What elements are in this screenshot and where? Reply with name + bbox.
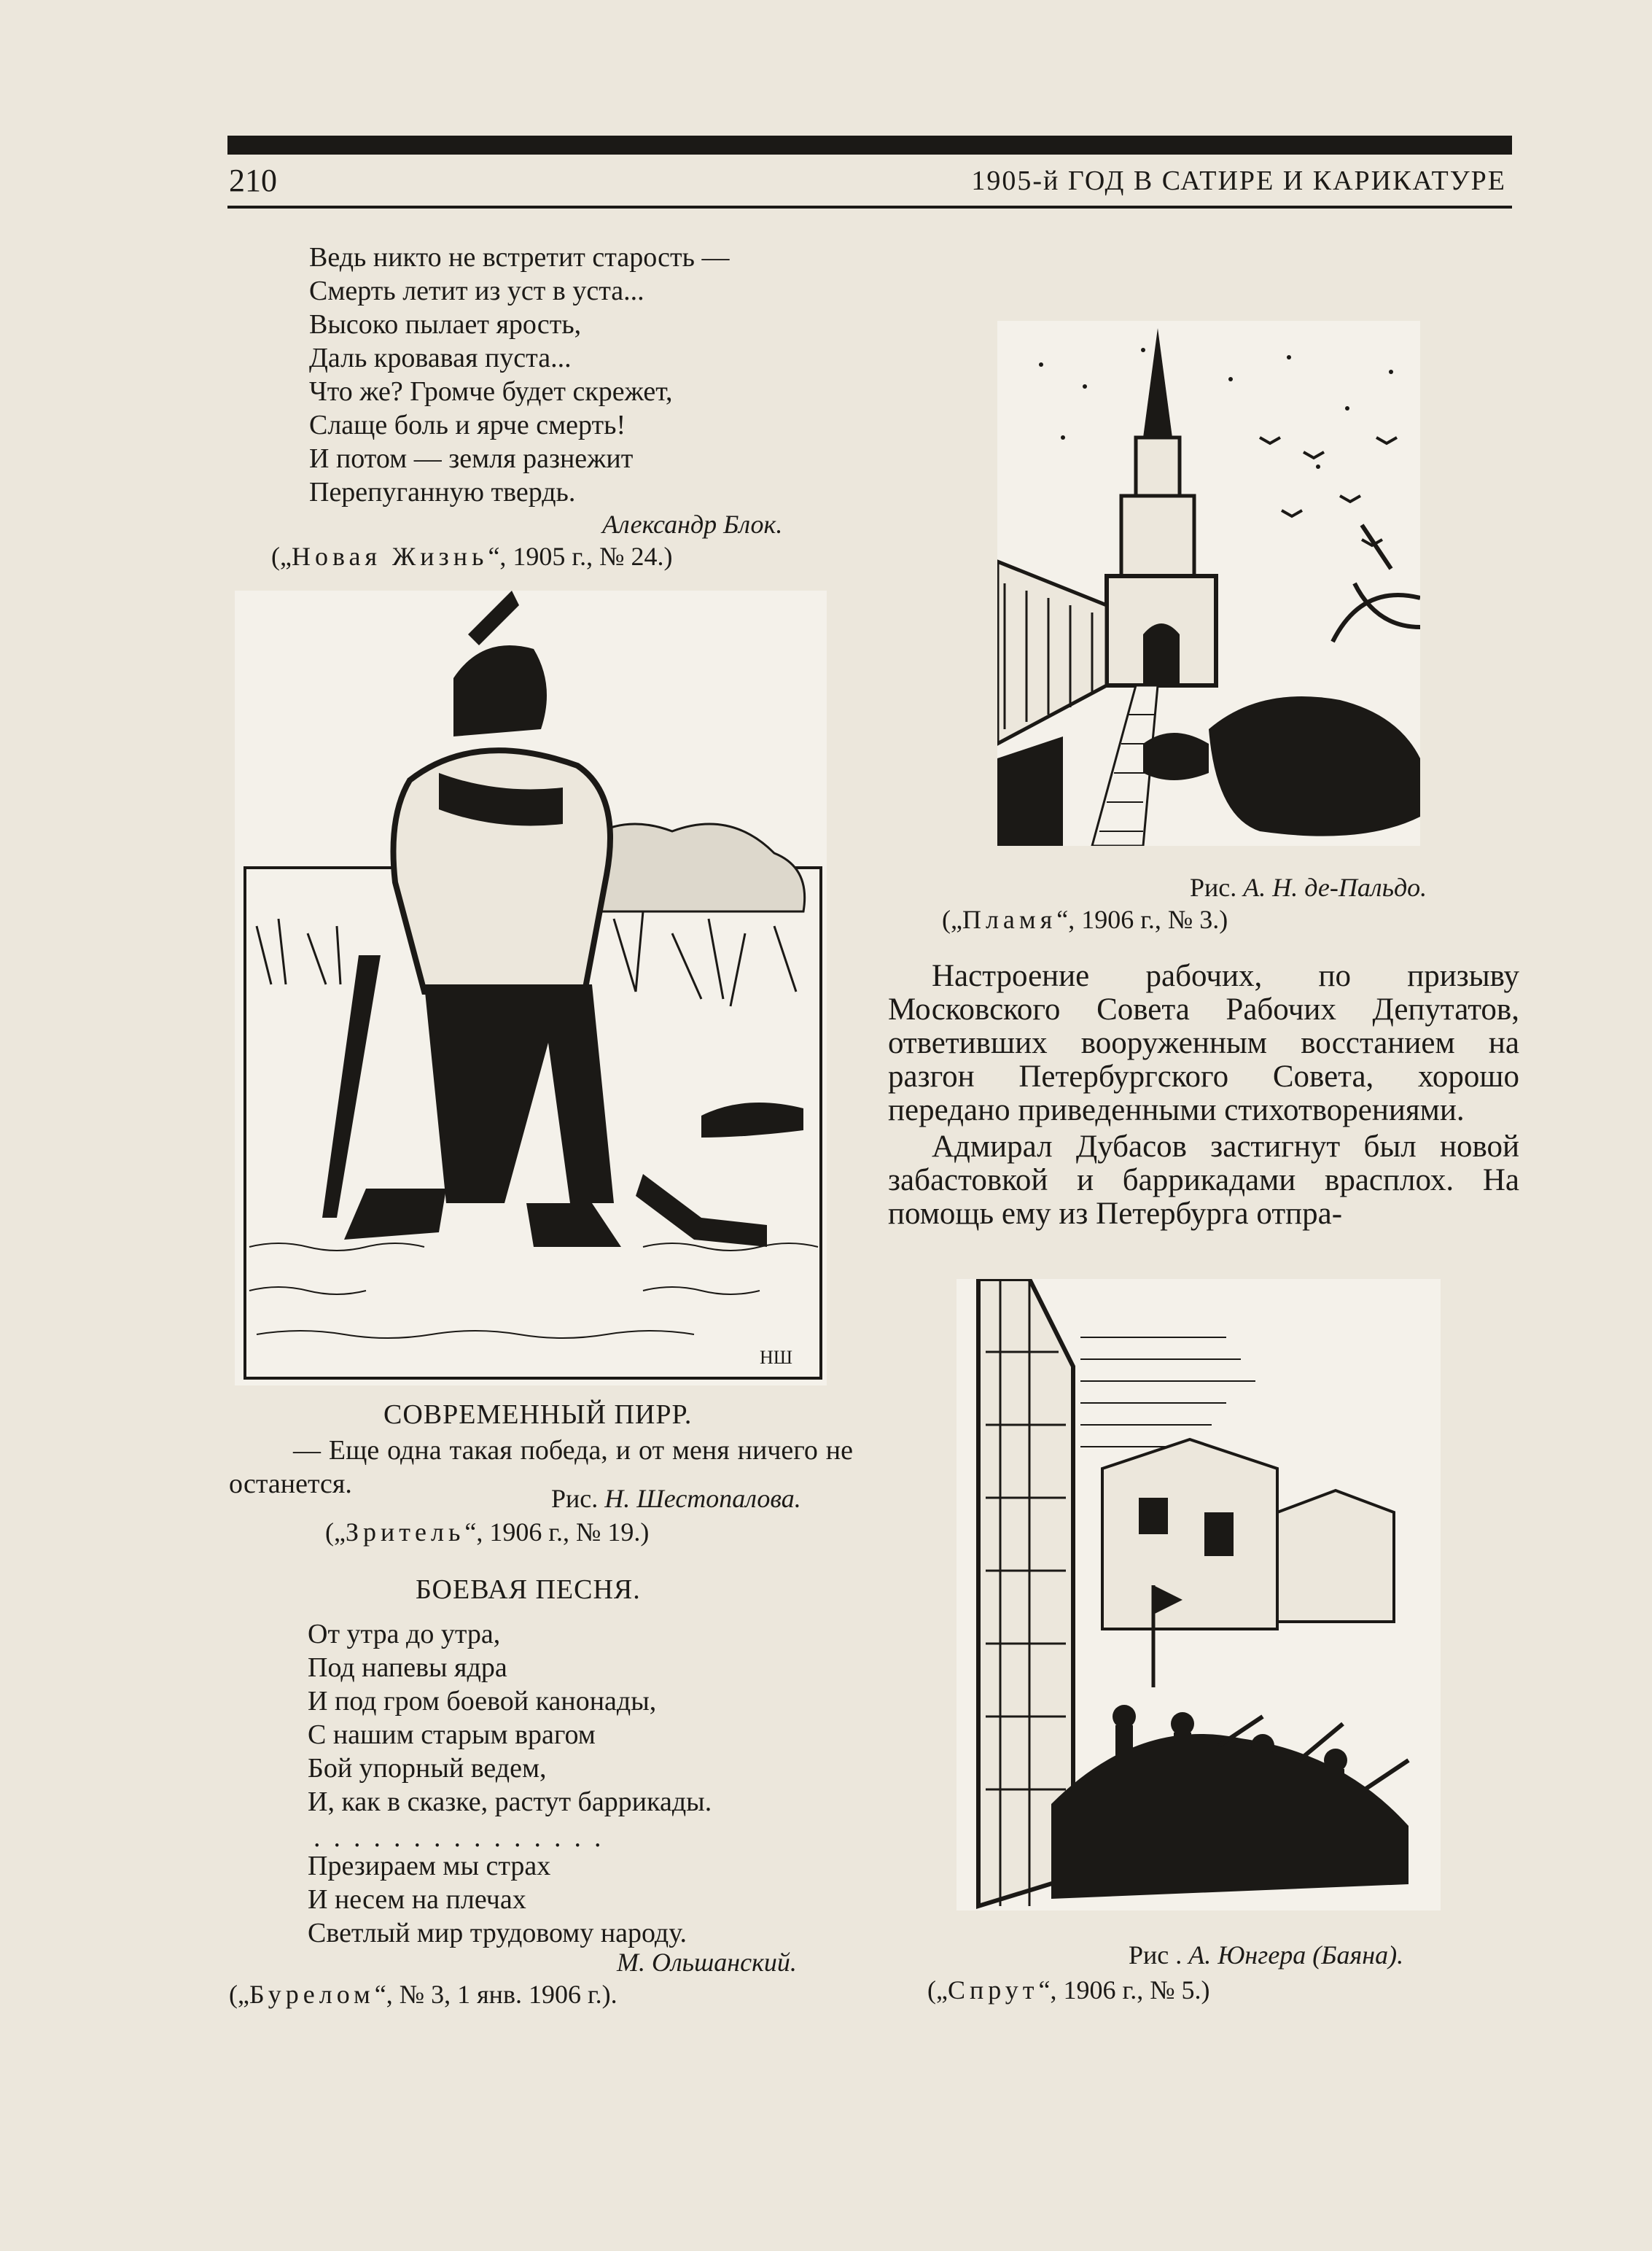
poem-ellipsis: ............... — [313, 1822, 615, 1853]
poem-blok — [309, 241, 729, 509]
source-rest: “, 1906 г., № 19.) — [464, 1517, 650, 1547]
credit-prefix: Рис. — [1190, 873, 1237, 902]
poem-line: Презираем мы страх — [308, 1851, 551, 1881]
caricature-text: — Еще одна такая победа, и от меня ничего не останется. — [229, 1435, 853, 1499]
soldier-drawing — [235, 591, 827, 1385]
poem-line: Даль кровавая пуста... — [309, 343, 572, 373]
barricade-credit — [1129, 1940, 1403, 1970]
article-paragraph: Адмирал Дубасов застигнут был новой забастовкой и баррикадами врасплох. На помощь ему из Петербурга отпра- — [888, 1130, 1519, 1231]
kremlin-tower-illustration — [997, 321, 1420, 846]
running-head: 1905-й ГОД В САТИРЕ И КАРИКАТУРЕ — [971, 166, 1506, 196]
credit-author: А. Юнгера (Баяна). — [1188, 1940, 1404, 1970]
kremlin-credit — [1190, 872, 1427, 903]
caricature-credit — [551, 1483, 801, 1514]
kremlin-source — [942, 904, 1228, 935]
article-paragraph: Настроение рабочих, по призыву Московского Совета Рабочих Депутатов, ответивших вооруженным восстанием на разгон Петербургского Совета, хорошо передано приведенными стихотворениями. — [888, 959, 1519, 1127]
credit-author: А. Н. де-Пальдо. — [1243, 873, 1427, 902]
source-rest: “, № 3, 1 янв. 1906 г.). — [374, 1980, 617, 2009]
source-prefix: („ — [942, 905, 962, 934]
page-number: 210 — [229, 163, 277, 198]
poem-line: Смерть летит из уст в уста... — [309, 276, 644, 306]
top-black-rule — [227, 136, 1512, 155]
poem-line: Перепуганную твердь. — [309, 477, 576, 508]
source-title: Пламя — [962, 905, 1057, 934]
credit-author: Н. Шестопалова. — [604, 1484, 801, 1513]
poem-olshansky — [308, 1617, 712, 1819]
credit-prefix: Рис . — [1129, 1940, 1182, 1970]
poem-line: И, как в сказке, растут баррикады. — [308, 1787, 712, 1817]
source-title: Зритель — [345, 1517, 465, 1547]
source-prefix: („ — [229, 1980, 249, 2009]
poem-author: Александр Блок. — [602, 510, 783, 539]
poem-line: Слаще боль и ярче смерть! — [309, 410, 626, 440]
source-title: Новая Жизнь — [291, 542, 488, 571]
barricade-source — [927, 1975, 1210, 2005]
article-body — [888, 960, 1519, 1231]
header-rule — [227, 206, 1512, 209]
poem-line: И потом — земля разнежит — [309, 443, 634, 474]
source-title: Бурелом — [249, 1980, 375, 2009]
poem-line: Что же? Громче будет скрежет, — [309, 376, 673, 407]
source-rest: “, 1906 г., № 3.) — [1056, 905, 1228, 934]
source-title: Спрут — [947, 1975, 1039, 2005]
source-rest: “, 1906 г., № 5.) — [1038, 1975, 1210, 2005]
illustration-signature: НШ — [760, 1347, 793, 1368]
ruined-building-barricade-illustration — [956, 1279, 1441, 1910]
poem-line: Светлый мир трудовому народу. — [308, 1918, 687, 1948]
poem-line: От утра до утра, — [308, 1619, 501, 1649]
source-rest: “, 1905 г., № 24.) — [488, 542, 673, 571]
poem-line: Высоко пылает ярость, — [309, 309, 582, 340]
poem-line: И несем на плечах — [308, 1884, 526, 1915]
barricade-drawing — [956, 1279, 1441, 1910]
poem-line: Под напевы ядра — [308, 1652, 507, 1683]
source-prefix: („ — [271, 542, 292, 571]
poem-line: Ведь никто не встретит старость — — [309, 242, 730, 273]
caricature-title: СОВРЕМЕННЫЙ ПИРР. — [383, 1399, 693, 1430]
poem2-source — [229, 1979, 617, 2010]
poem-line: И под гром боевой канонады, — [308, 1686, 657, 1717]
source-prefix: („ — [325, 1517, 346, 1547]
credit-prefix: Рис. — [551, 1484, 599, 1513]
kremlin-drawing — [997, 321, 1420, 846]
poem2-author: М. Ольшанский. — [617, 1948, 797, 1977]
source-prefix: („ — [927, 1975, 948, 2005]
poem2-title: БОЕВАЯ ПЕСНЯ. — [416, 1574, 641, 1605]
poem-source — [271, 541, 672, 572]
soldier-caricature-illustration — [235, 591, 827, 1385]
poem-olshansky-end — [308, 1849, 687, 1950]
caricature-source — [325, 1517, 649, 1547]
poem-line: С нашим старым врагом — [308, 1719, 596, 1750]
poem-line: Бой упорный ведем, — [308, 1753, 547, 1784]
